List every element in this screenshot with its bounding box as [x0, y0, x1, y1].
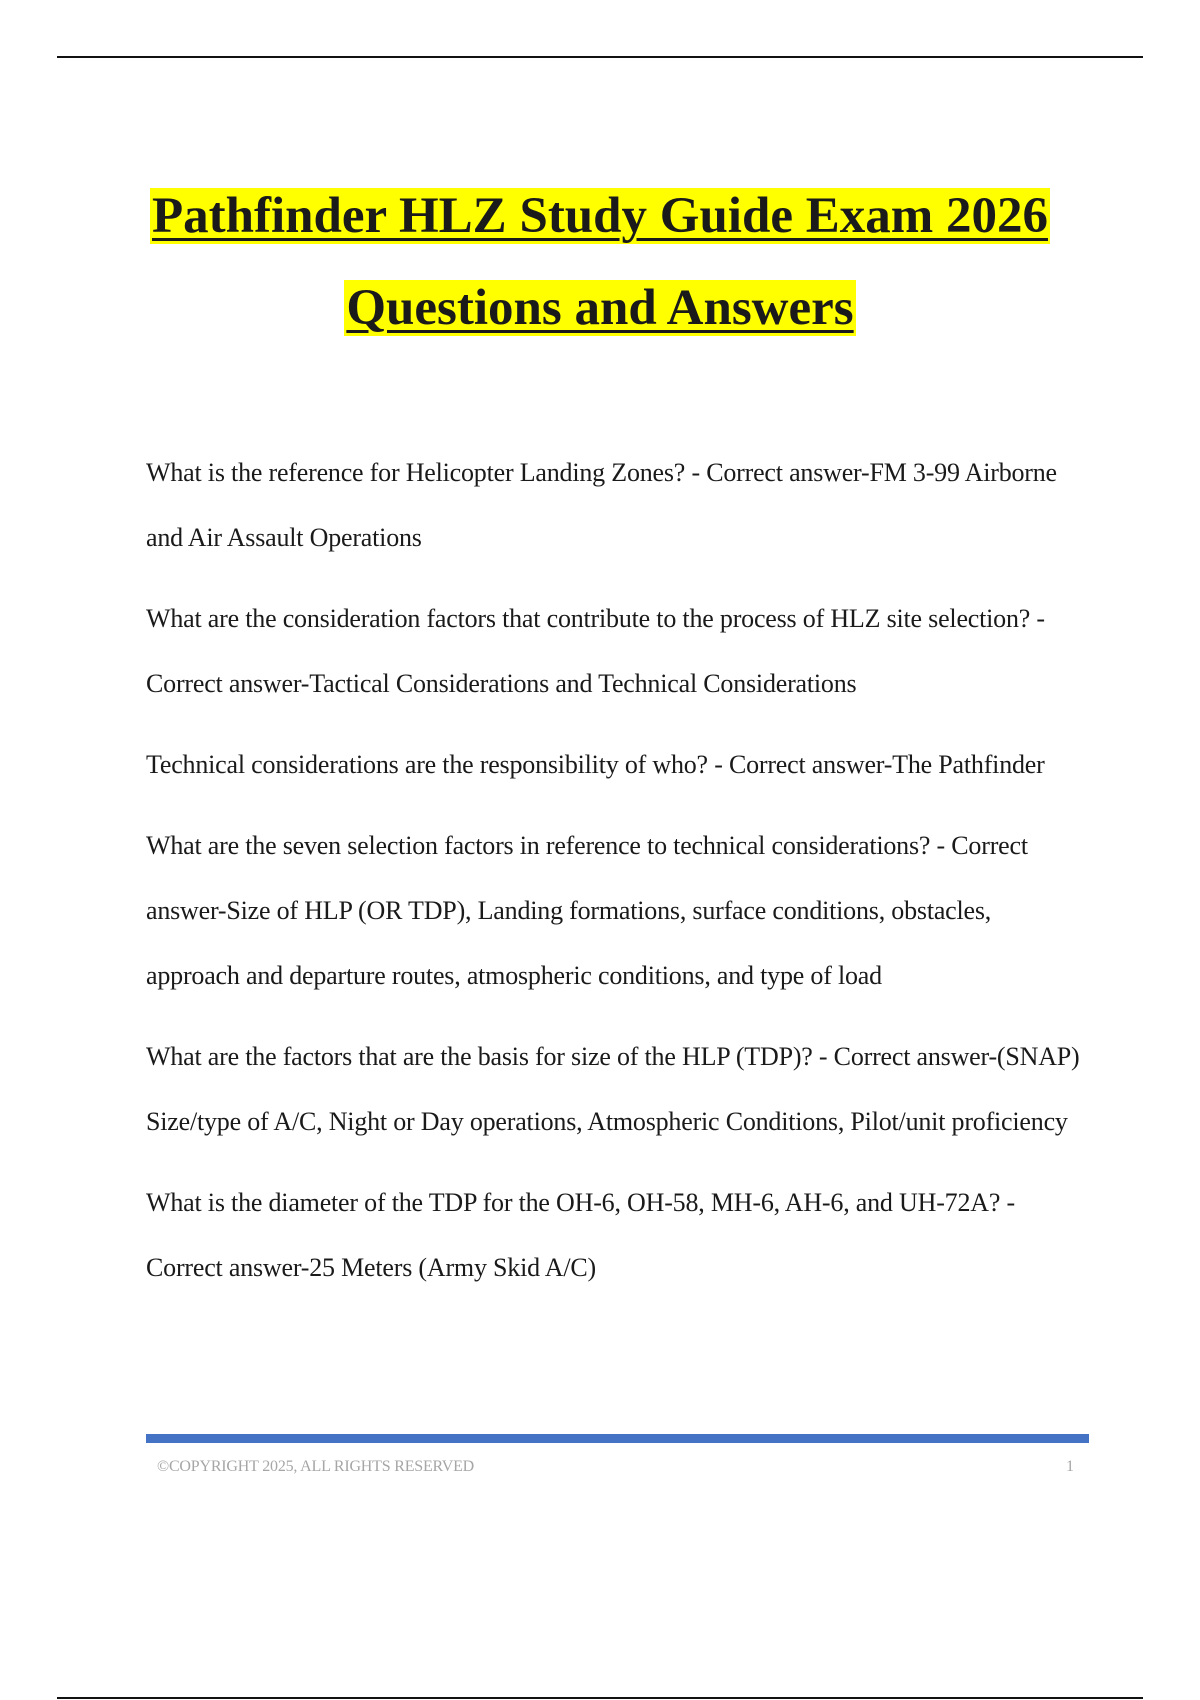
document-title: [0, 170, 1200, 354]
footer-copyright: ©COPYRIGHT 2025, ALL RIGHTS RESERVED: [157, 1458, 475, 1475]
qa-item: What are the factors that are the basis for size of the HLP (TDP)? - Correct answer-(SNAP) Size/type of A/C, Night or Day operations, Atmospheric Conditions, Pilot/unit proficiency: [146, 1042, 1080, 1136]
qa-item: What are the seven selection factors in reference to technical considerations? - Correct answer-Size of HLP (OR TDP), Landing formations, surface conditions, obstacles, approach and departure routes, atmospheric conditions, and type of load: [146, 831, 1028, 990]
top-rule: [57, 56, 1143, 58]
bottom-rule: [57, 1697, 1143, 1699]
qa-item: What is the reference for Helicopter Landing Zones? - Correct answer-FM 3-99 Airborne and Air Assault Operations: [146, 458, 1057, 552]
title-line-2: Questions and Answers: [346, 280, 854, 336]
qa-list: [146, 440, 1090, 1316]
qa-item: What are the consideration factors that contribute to the process of HLZ site selection? - Correct answer-Tactical Considerations and Technical Considerations: [146, 604, 1045, 698]
qa-item: What is the diameter of the TDP for the OH-6, OH-58, MH-6, AH-6, and UH-72A? - Correct answer-25 Meters (Army Skid A/C): [146, 1188, 1015, 1282]
footer-bar: [146, 1434, 1089, 1443]
title-line-1: Pathfinder HLZ Study Guide Exam 2026: [152, 188, 1048, 244]
qa-item: Technical considerations are the responsibility of who? - Correct answer-The Pathfinder: [146, 750, 1045, 779]
page-number: 1: [1066, 1458, 1074, 1475]
